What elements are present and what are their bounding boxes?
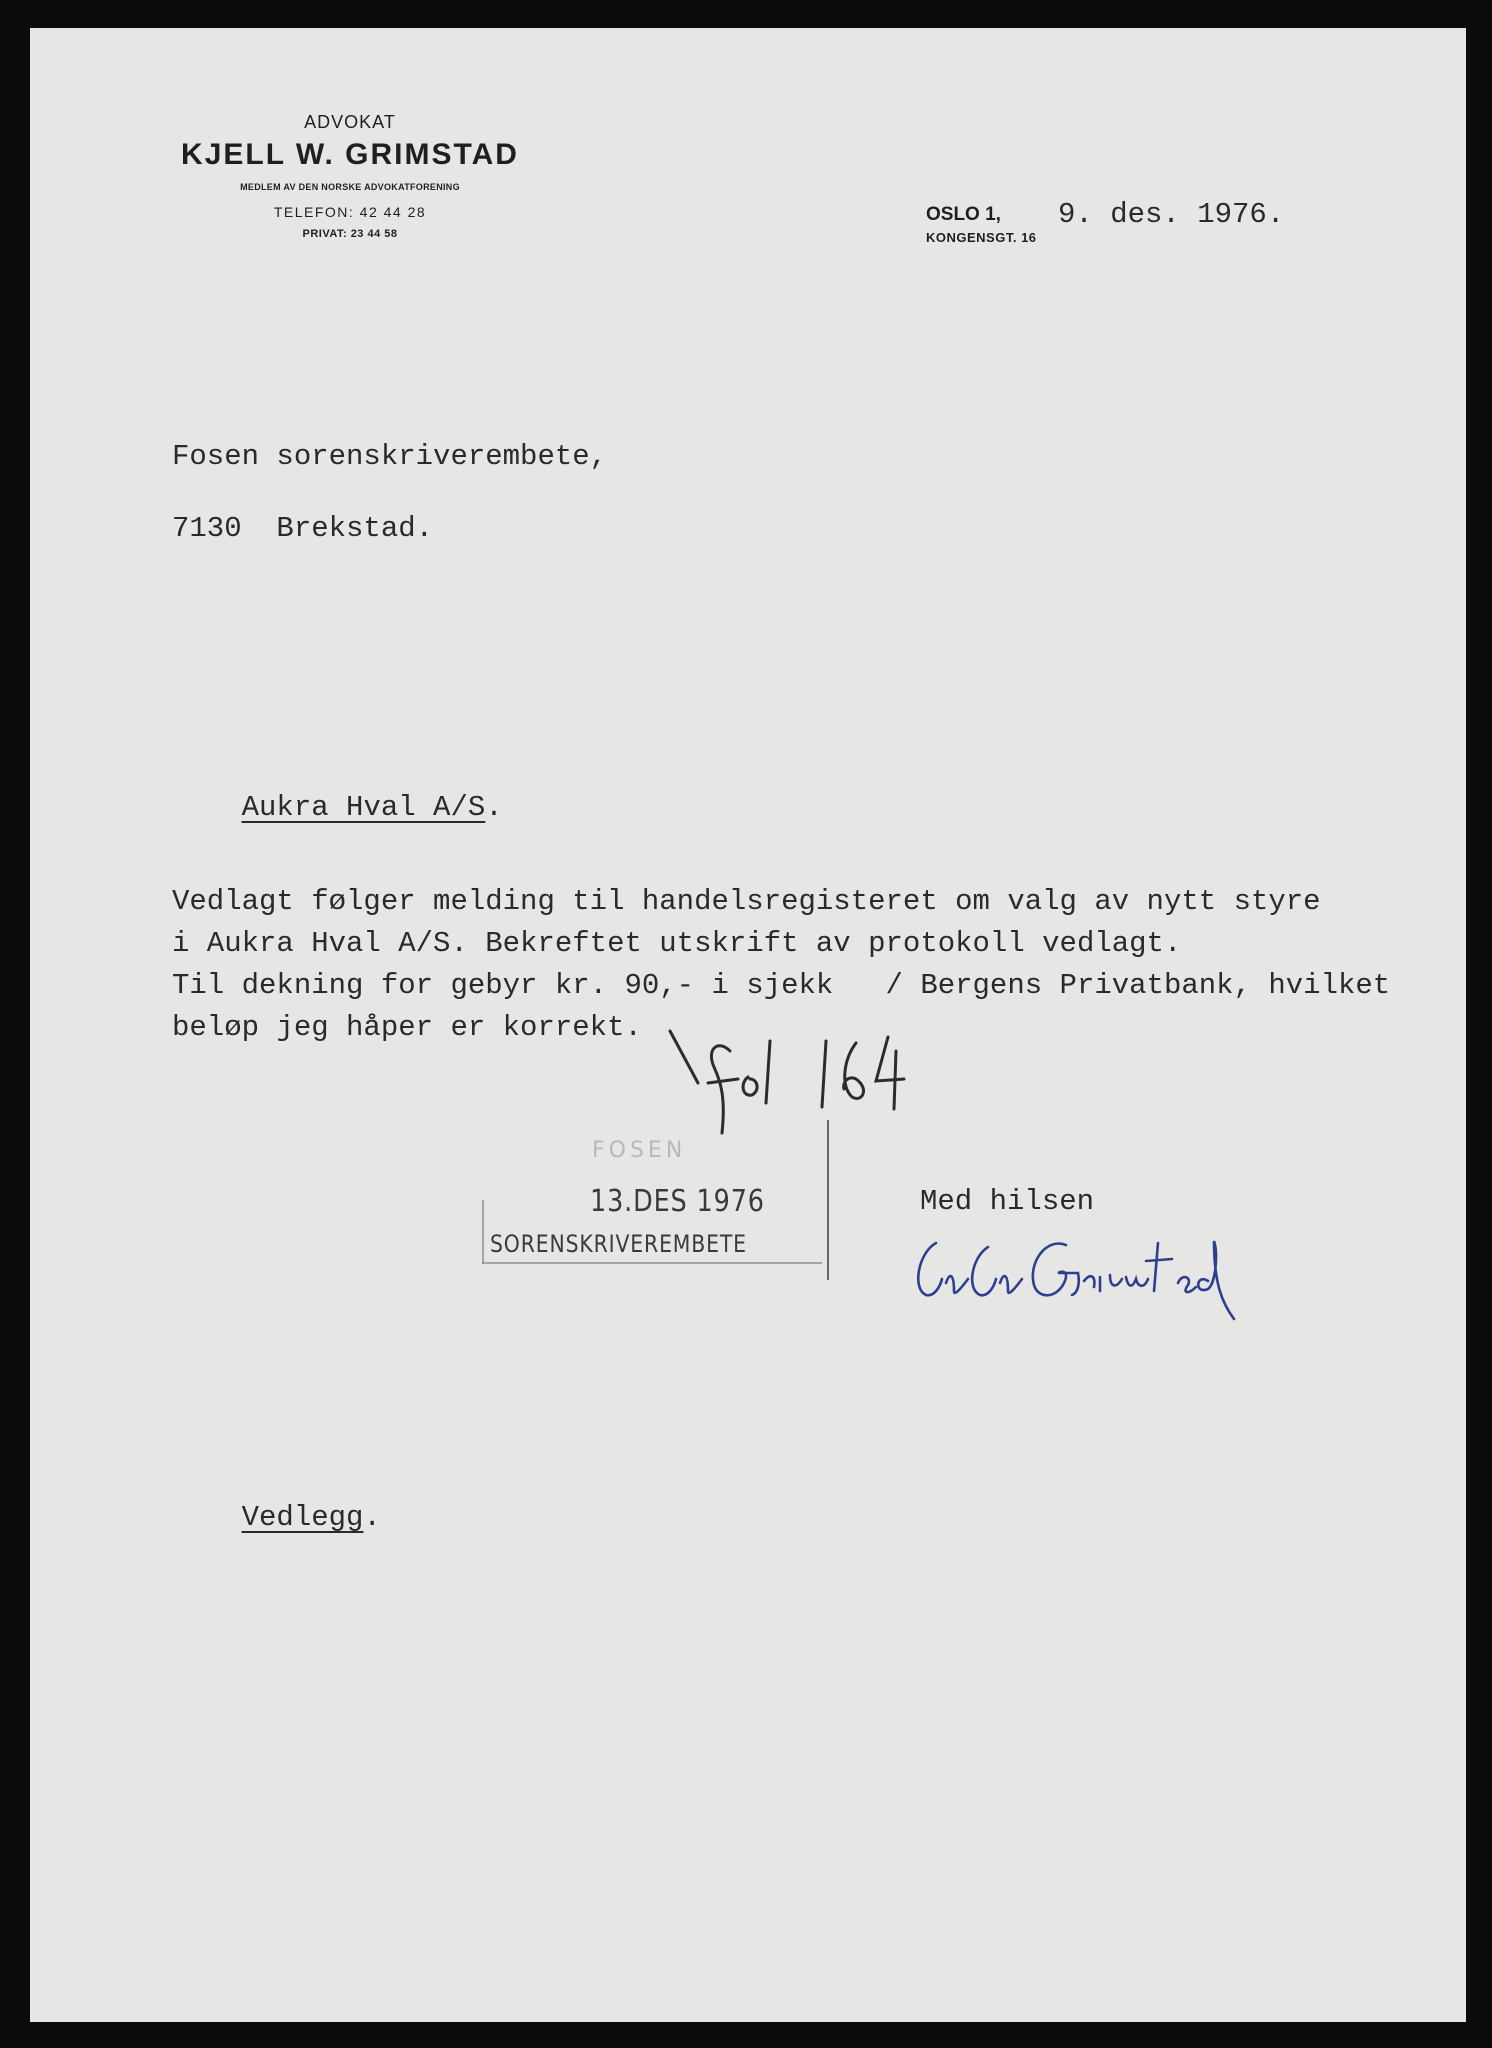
- enclosure-line: [172, 1468, 381, 1567]
- body-line: Til dekning for gebyr kr. 90,- i sjekk / Bergens Privatbank, hvilket: [172, 969, 1391, 1002]
- location-city: OSLO 1,: [926, 204, 1001, 225]
- received-stamp: [482, 1120, 824, 1285]
- enclosure-text: Vedlegg: [241, 1501, 364, 1534]
- recipient-address: 7130 Brekstad.: [172, 512, 434, 545]
- closing-text: Med hilsen: [920, 1185, 1095, 1218]
- body-line: beløp jeg håper er korrekt.: [172, 1011, 642, 1044]
- letterhead-phone: TELEFON: 42 44 28: [273, 204, 427, 220]
- enclosure-period: .: [363, 1501, 381, 1534]
- letterhead-membership: MEDLEM AV DEN NORSKE ADVOKATFORENING: [240, 182, 460, 192]
- stamp-top: FOSEN: [592, 1138, 687, 1163]
- letter-date: 9. des. 1976.: [1058, 198, 1285, 231]
- subject-period: .: [485, 791, 503, 824]
- recipient-name: Fosen sorenskriverembete,: [172, 440, 608, 473]
- stamp-date: 13.DES 1976: [590, 1184, 765, 1219]
- letterhead-private-phone: PRIVAT: 23 44 58: [302, 228, 398, 240]
- body-line: Vedlagt følger melding til handelsregisteret om valg av nytt styre: [172, 885, 1321, 918]
- letterhead-profession: ADVOKAT: [304, 112, 396, 132]
- stamp-office: SORENSKRIVEREMBETE: [490, 1230, 747, 1258]
- subject-line: [172, 758, 503, 857]
- subject-text: Aukra Hval A/S: [241, 791, 486, 824]
- signature-image: [896, 1223, 1256, 1333]
- location-street: KONGENSGT. 16: [926, 230, 1037, 245]
- letterhead-name: KJELL W. GRIMSTAD: [181, 138, 519, 171]
- letter-page: [30, 28, 1466, 2022]
- body-line: i Aukra Hval A/S. Bekreftet utskrift av protokoll vedlagt.: [172, 927, 1182, 960]
